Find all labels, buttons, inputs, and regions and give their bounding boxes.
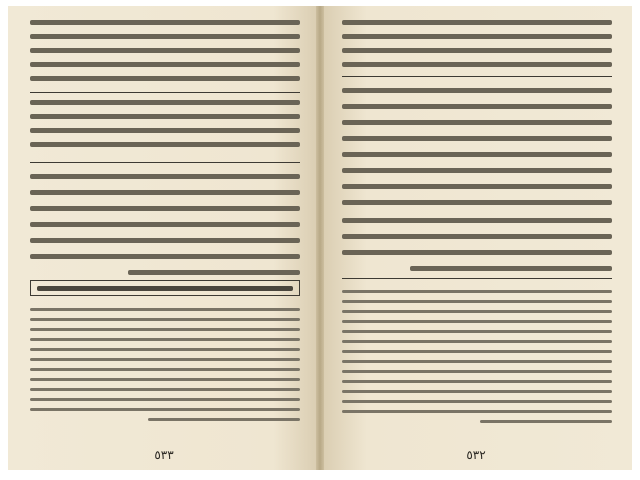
left-footnotes: [8, 302, 320, 432]
right-rule-2: [342, 278, 612, 279]
left-page: [8, 6, 320, 470]
right-body-text-2: [320, 214, 632, 274]
left-page-number: ٥٣٣: [154, 448, 174, 462]
left-heading-band: [30, 280, 300, 296]
left-hadith-block: [8, 166, 320, 276]
book-gutter: [316, 6, 324, 470]
book-spread: [8, 6, 632, 470]
left-body-text: [8, 6, 320, 86]
right-page: [320, 6, 632, 470]
left-rule-2: [30, 162, 300, 163]
right-body-text: [320, 6, 632, 66]
right-hadith-block: [320, 80, 632, 210]
left-body-text-2: [8, 96, 320, 156]
right-rule-1: [342, 76, 612, 77]
right-page-number: ٥٣٢: [466, 448, 486, 462]
right-footnotes: [320, 284, 632, 434]
left-rule-1: [30, 92, 300, 93]
